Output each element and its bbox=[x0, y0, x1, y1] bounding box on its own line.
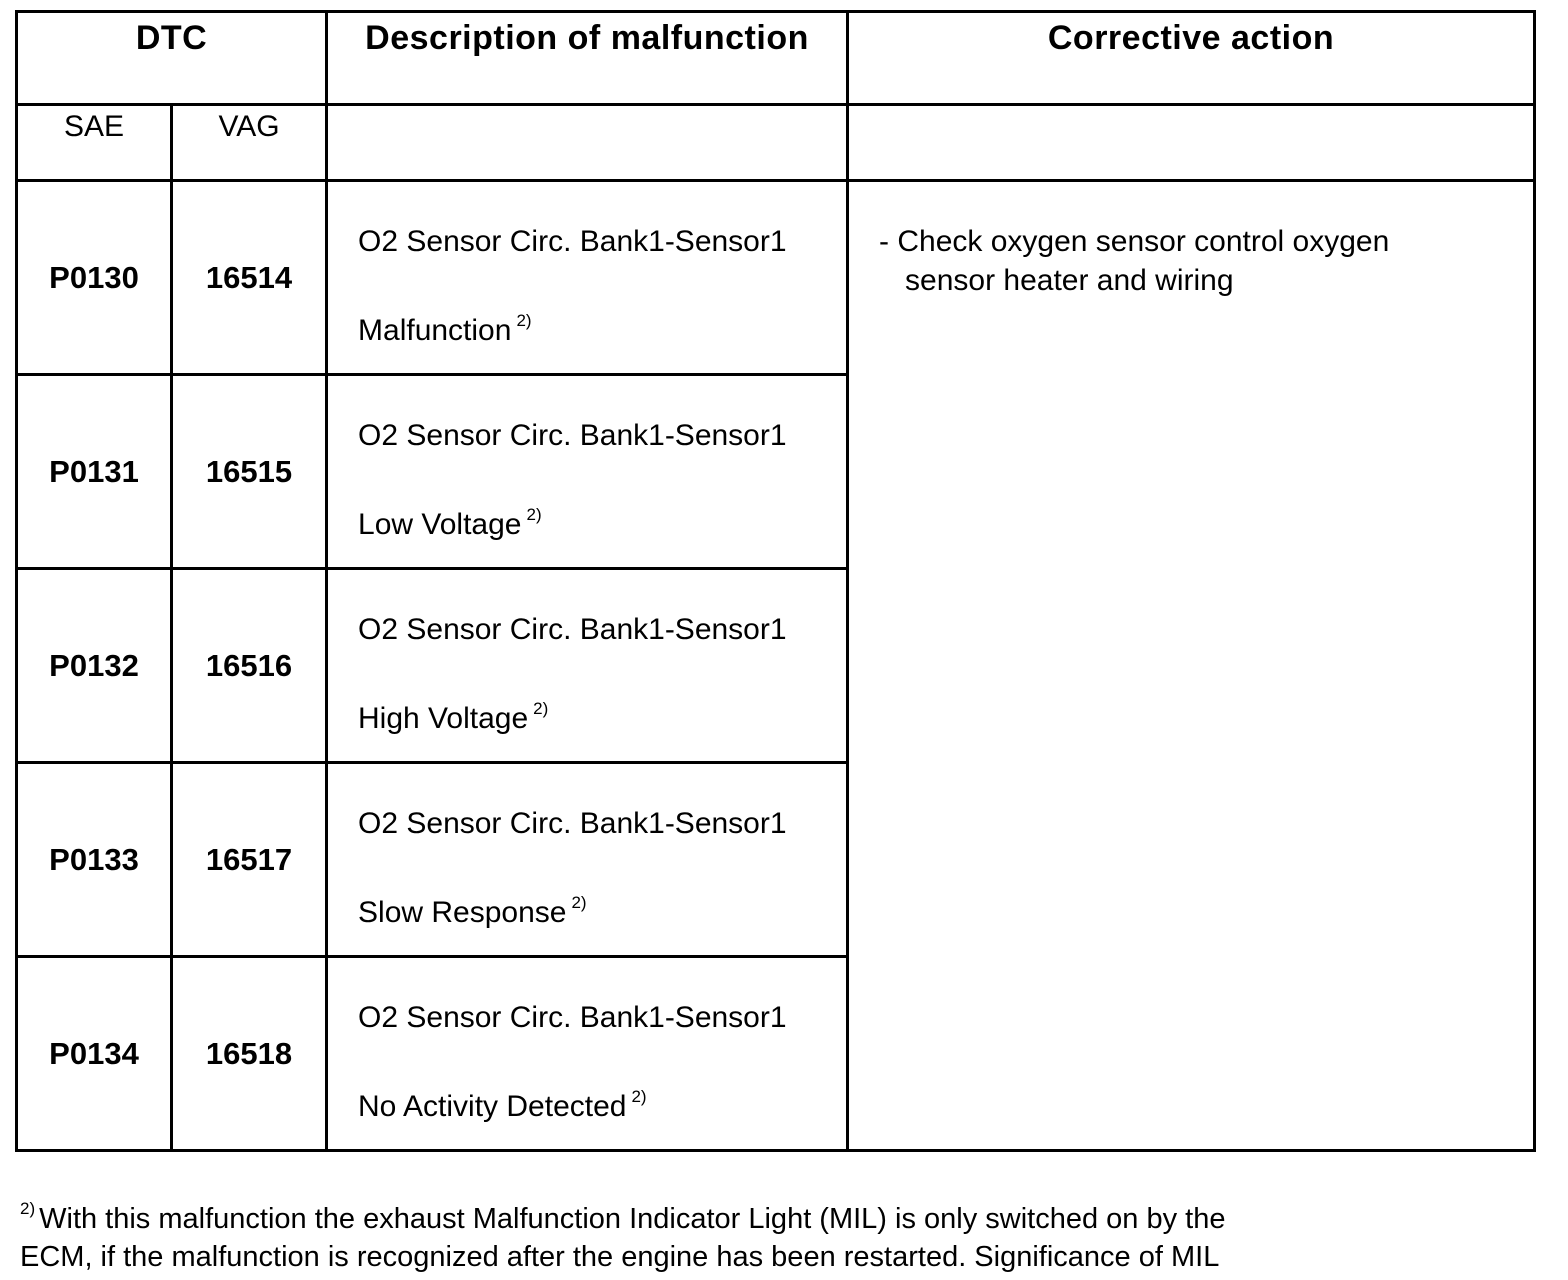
description-line2-wrap bbox=[358, 689, 846, 738]
description-line2: Slow Response bbox=[358, 896, 567, 929]
description-line2-wrap bbox=[358, 301, 846, 350]
footnote bbox=[20, 1190, 1420, 1276]
vag-code: 16515 bbox=[172, 375, 327, 569]
description-line2-wrap bbox=[358, 1077, 846, 1126]
footnote-mark: 2) bbox=[631, 1087, 647, 1106]
description-line1: O2 Sensor Circ. Bank1-Sensor1 bbox=[358, 807, 787, 840]
dtc-table bbox=[15, 10, 1536, 1152]
description-line1: O2 Sensor Circ. Bank1-Sensor1 bbox=[358, 1001, 787, 1034]
description-line1: O2 Sensor Circ. Bank1-Sensor1 bbox=[358, 419, 787, 452]
header-dtc: DTC bbox=[17, 12, 327, 105]
table-row bbox=[17, 181, 1535, 375]
sae-code: P0131 bbox=[17, 375, 172, 569]
footnote-line2: ECM, if the malfunction is recognized after the engine has been restarted. Significance of MIL bbox=[20, 1241, 1220, 1273]
footnote-line1-wrap bbox=[20, 1190, 1420, 1238]
vag-code: 16516 bbox=[172, 569, 327, 763]
subheader-description-empty bbox=[327, 105, 848, 181]
header-description: Description of malfunction bbox=[327, 12, 848, 105]
footnote-mark: 2) bbox=[526, 505, 542, 524]
description-line1: O2 Sensor Circ. Bank1-Sensor1 bbox=[358, 225, 787, 258]
vag-code: 16517 bbox=[172, 763, 327, 957]
malfunction-description bbox=[327, 181, 848, 375]
subheader-vag: VAG bbox=[172, 105, 327, 181]
header-row bbox=[17, 12, 1535, 105]
corrective-action-line1: - Check oxygen sensor control oxygen bbox=[879, 225, 1390, 258]
malfunction-description bbox=[327, 569, 848, 763]
description-line2-wrap bbox=[358, 883, 846, 932]
footnote-mark: 2) bbox=[516, 311, 532, 330]
description-line2: Low Voltage bbox=[358, 508, 522, 541]
sae-code: P0133 bbox=[17, 763, 172, 957]
sae-code: P0130 bbox=[17, 181, 172, 375]
description-line2: High Voltage bbox=[358, 702, 529, 735]
malfunction-description bbox=[327, 957, 848, 1151]
description-line2-wrap bbox=[358, 495, 846, 544]
corrective-action-cell bbox=[848, 181, 1535, 1151]
vag-code: 16518 bbox=[172, 957, 327, 1151]
description-line2: No Activity Detected bbox=[358, 1090, 627, 1123]
footnote-line1: With this malfunction the exhaust Malfunction Indicator Light (MIL) is only switched on by the bbox=[39, 1203, 1226, 1235]
description-line1: O2 Sensor Circ. Bank1-Sensor1 bbox=[358, 613, 787, 646]
header-corrective-action: Corrective action bbox=[848, 12, 1535, 105]
footnote-mark: 2) bbox=[571, 893, 587, 912]
sae-code: P0134 bbox=[17, 957, 172, 1151]
vag-code: 16514 bbox=[172, 181, 327, 375]
malfunction-description bbox=[327, 375, 848, 569]
subheader-sae: SAE bbox=[17, 105, 172, 181]
malfunction-description bbox=[327, 763, 848, 957]
subheader-row bbox=[17, 105, 1535, 181]
corrective-action-line2: sensor heater and wiring bbox=[905, 264, 1234, 297]
footnote-mark: 2) bbox=[533, 699, 549, 718]
description-line2: Malfunction bbox=[358, 314, 512, 347]
subheader-action-empty bbox=[848, 105, 1535, 181]
sae-code: P0132 bbox=[17, 569, 172, 763]
footnote-mark: 2) bbox=[20, 1199, 36, 1218]
